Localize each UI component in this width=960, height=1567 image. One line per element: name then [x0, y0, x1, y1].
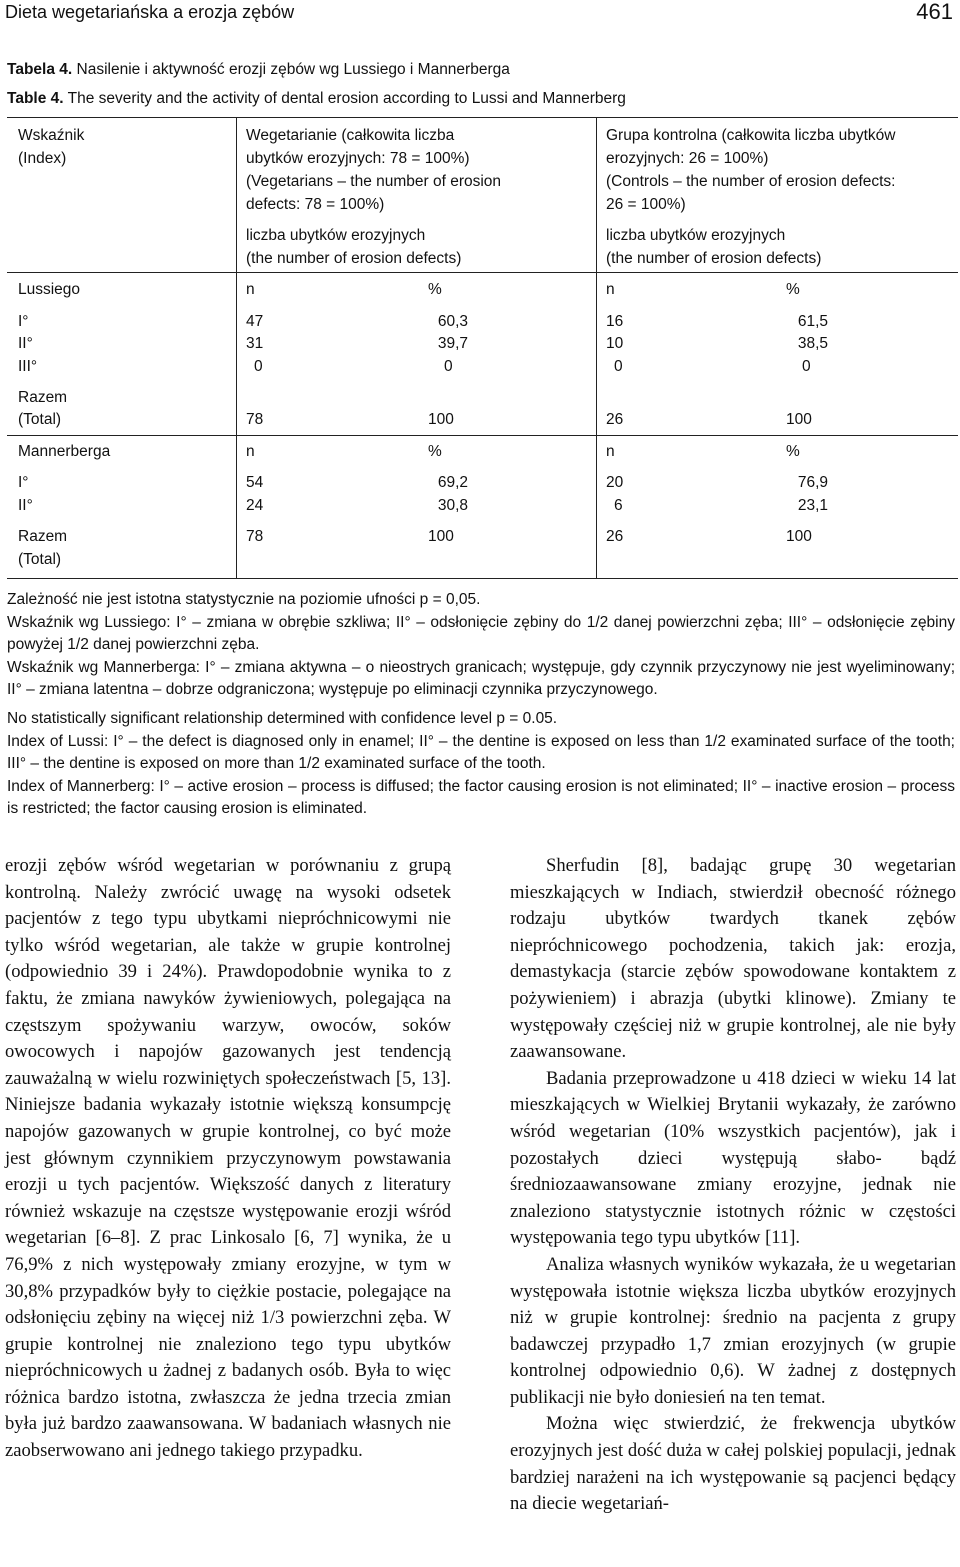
table-caption-pl	[7, 60, 510, 80]
cell-lussi-1-veg-n: 47	[246, 313, 264, 330]
subheader-veg-line-2: (the number of erosion defects)	[246, 250, 462, 267]
table-caption-en	[7, 89, 626, 109]
cell-lussi-2-veg-pct: 39,7	[437, 335, 468, 352]
table-bottom-rule	[7, 578, 958, 579]
cell-m-2-ctl-n: 6	[614, 497, 623, 514]
table-top-rule	[7, 117, 958, 118]
body-paragraph: erozji zębów wśród wegetarian w porównaniu z grupą kontrolną. Należy zwrócić uwagę na wysoki odsetek pacjentów z tego typu ubytkami niepróchnicowymi nie tylko wśród wegetarian, ale także w grupie kontrolnej (odpowiednio 39 i 24%). Prawdopodobnie wynika to z faktu, że zmiana nawyków żywieniowych, polegająca na częstszym spożywaniu warzyw, owoców, soków owocowych i napojów gazowanych jest tendencją zauważalną w wielu rozwiniętych społeczeństwach [5, 13]. Niniejsze badania wykazały istotnie większą konsumpcję napojów gazowanych w grupie kontrolnej, co być może jest głównym czynnikiem przyczynowym powstawania erozji u tych pacjentów. Większość danych z literatury również wskazuje na częstsze występowanie erozji wśród wegetarian [6–8]. Z prac Linkosalo [6, 7] wynika, że u 76,9% z nich występowały zmiany erozyjne, w tym w 30,8% przypadków były to ciężkie postacie, polegające na odsłonięciu zębiny na więcej niż 1/3 powierzchni zęba. W grupie kontrolnej nie znaleziono tego typu ubytków niepróchnicowych u żadnej z badanych osób. Była to więc różnica bardzo istotna, zwłaszcza że jedna trzecia zmian była już bardzo zaawansowana. W badaniach własnych nie zaobserwowano ani jednego takiego przypadku.	[5, 855, 451, 1462]
table-header-rule	[7, 272, 958, 273]
cell-m-1-ctl-pct: 76,9	[797, 474, 828, 491]
body-column-right	[510, 853, 956, 1518]
header-veg-line-4: defects: 78 = 100%)	[246, 196, 385, 213]
col-label-veg-pct: %	[428, 281, 442, 298]
cell-m-1-veg-pct: 69,2	[437, 474, 468, 491]
header-veg-line-3: (Vegetarians – the number of erosion	[246, 173, 502, 190]
note-pl-lussi: Wskaźnik wg Lussiego: I° – zmiana w obrębie szkliwa; II° – odsłonięcie zębiny do 1/2 danej powierzchni zęba; III° – odsłonięcie zębiny powyżej 1/2 danej powierzchni zęba.	[7, 613, 955, 653]
cell-lussi-1-ctl-pct: 61,5	[797, 313, 828, 330]
cell-lussi-2-veg-n: 31	[246, 335, 264, 352]
body-paragraph: Można więc stwierdzić, że frekwencja ubytków erozyjnych jest dość duża w całej polskiej populacji, jednak bardziej narażeni na ich występowanie są pacjenci będący na diecie wegetariań-	[510, 1413, 956, 1515]
subheader-veg-line-1: liczba ubytków erozyjnych	[246, 227, 426, 244]
col-label-veg-n: n	[246, 281, 255, 298]
running-header	[5, 0, 953, 24]
row-label-lussi-3: III°	[18, 358, 38, 375]
col-label-ctl-pct: %	[786, 281, 800, 298]
note-pl-significance: Zależność nie jest istotna statystycznie na poziomie ufności p = 0,05.	[7, 591, 481, 608]
row-label-m-1: I°	[18, 474, 29, 491]
note-en-mannerberg: Index of Mannerberg: I° – active erosion – process is diffused; the factor causing erosion is not eliminated; II° – inactive erosion – process is restricted; the factor causing erosion is eliminated.	[7, 777, 955, 817]
cell-m-2-ctl-pct: 23,1	[797, 497, 828, 514]
header-ctl-line-2: erozyjnych: 26 = 100%)	[606, 150, 769, 167]
note-pl-mannerberg: Wskaźnik wg Mannerberga: I° – zmiana aktywna – o nieostrych granicach; występuje, gdy czynnik przyczynowy nie jest wyeliminowany; II° – zmiana latentna – dobrze odgraniczona; występuje po eliminacji czynnika przyczynowego.	[7, 658, 955, 698]
cell-m-2-veg-pct: 30,8	[437, 497, 468, 514]
row-label-lussi-total-en: (Total)	[18, 411, 62, 428]
header-index-en: (Index)	[18, 150, 67, 167]
cell-lussi-total-ctl-pct: 100	[786, 411, 812, 428]
header-ctl-line-1: Grupa kontrolna (całkowita liczba ubytków	[606, 127, 896, 144]
table-notes-pl	[7, 589, 955, 702]
col-label-m-ctl-pct: %	[786, 443, 800, 460]
cell-lussi-1-ctl-n: 16	[606, 313, 624, 330]
header-veg-line-1: Wegetarianie (całkowita liczba	[246, 127, 455, 144]
row-label-lussi-total-pl: Razem	[18, 389, 68, 406]
table-divider-1	[236, 117, 237, 579]
page-number: 461	[916, 0, 953, 24]
col-label-m-veg-n: n	[246, 443, 255, 460]
cell-m-2-veg-n: 24	[246, 497, 264, 514]
cell-lussi-total-veg-n: 78	[246, 411, 264, 428]
cell-m-1-veg-n: 54	[246, 474, 264, 491]
header-veg-line-2: ubytków erozyjnych: 78 = 100%)	[246, 150, 470, 167]
table-mid-rule	[7, 435, 958, 436]
body-paragraph: Badania przeprowadzone u 418 dzieci w wieku 14 lat mieszkających w Wielkiej Brytanii wykazały, że zarówno wśród wegetarian (10% wszystkich pacjentów), jak i pozostałych dzieci występują słabo- bądź średniozaawansowane zmiany erozyjne, jednak nie znaleziono statystycznie istotnych różnic w częstości występowania tego typu ubytków [11].	[510, 1067, 956, 1249]
row-label-lussi-2: II°	[18, 335, 33, 352]
header-ctl-line-3: (Controls – the number of erosion defects:	[606, 173, 896, 190]
row-label-m-total-pl: Razem	[18, 528, 68, 545]
cell-lussi-1-veg-pct: 60,3	[437, 313, 468, 330]
table-notes-en	[7, 708, 955, 821]
col-label-m-veg-pct: %	[428, 443, 442, 460]
cell-lussi-3-ctl-pct: 0	[802, 358, 811, 375]
running-title: Dieta wegetariańska a erozja zębów	[5, 2, 295, 22]
cell-lussi-3-veg-n: 0	[254, 358, 263, 375]
cell-lussi-3-veg-pct: 0	[444, 358, 453, 375]
header-ctl-line-4: 26 = 100%)	[606, 196, 686, 213]
table-divider-2	[596, 117, 597, 579]
row-label-m-2: II°	[18, 497, 33, 514]
cell-lussi-3-ctl-n: 0	[614, 358, 623, 375]
cell-m-total-ctl-n: 26	[606, 528, 624, 545]
caption-text-pl: Nasilenie i aktywność erozji zębów wg Lussiego i Mannerberga	[76, 61, 510, 78]
row-label-lussi-1: I°	[18, 313, 29, 330]
cell-lussi-total-veg-pct: 100	[428, 411, 454, 428]
cell-m-total-veg-pct: 100	[428, 528, 454, 545]
cell-lussi-2-ctl-n: 10	[606, 335, 624, 352]
section-title-lussi: Lussiego	[18, 281, 81, 298]
header-index-pl: Wskaźnik	[18, 127, 85, 144]
caption-label-pl: Tabela 4.	[7, 61, 73, 78]
section-title-mannerberg: Mannerberga	[18, 443, 111, 460]
row-label-m-total-en: (Total)	[18, 551, 62, 568]
body-paragraph: Sherfudin [8], badając grupę 30 wegetarian mieszkających w Indiach, stwierdził obecność różnego rodzaju ubytków twardych tkanek zębów niepróchnicowego pochodzenia, takich jak: erozja, demastykacja (starcie zębów spowodowane kontaktem z pożywieniem) i abrazja (ubytki klinowe). Zmiany te występowały częściej niż w grupie kontrolnej, ale nie były zaawansowane.	[510, 855, 956, 1063]
cell-lussi-total-ctl-n: 26	[606, 411, 624, 428]
subheader-ctl-line-1: liczba ubytków erozyjnych	[606, 227, 786, 244]
body-paragraph: Analiza własnych wyników wykazała, że u wegetarian występowała istotnie większa liczba ubytków erozyjnych niż w grupie kontrolnej: średnio na pacjenta z grupy badawczej przypadło 1,7 zmian erozyjnych (w grupie kontrolnej odpowiednio 0,6). W żadnej z dostępnych publikacji nie było doniesień na ten temat.	[510, 1253, 956, 1408]
body-column-left	[5, 853, 451, 1465]
caption-text-en: The severity and the activity of dental erosion according to Lussi and Mannerberg	[67, 90, 626, 107]
subheader-ctl-line-2: (the number of erosion defects)	[606, 250, 822, 267]
cell-m-total-ctl-pct: 100	[786, 528, 812, 545]
cell-m-total-veg-n: 78	[246, 528, 264, 545]
caption-label-en: Table 4.	[7, 90, 64, 107]
cell-m-1-ctl-n: 20	[606, 474, 624, 491]
note-en-significance: No statistically significant relationship determined with confidence level p = 0.05.	[7, 710, 558, 727]
col-label-m-ctl-n: n	[606, 443, 615, 460]
col-label-ctl-n: n	[606, 281, 615, 298]
cell-lussi-2-ctl-pct: 38,5	[797, 335, 828, 352]
note-en-lussi: Index of Lussi: I° – the defect is diagnosed only in enamel; II° – the dentine is exposed on less than 1/2 examinated surface of the tooth; III° – the dentine is exposed on more than 1/2 examinated surface of the tooth.	[7, 732, 955, 772]
